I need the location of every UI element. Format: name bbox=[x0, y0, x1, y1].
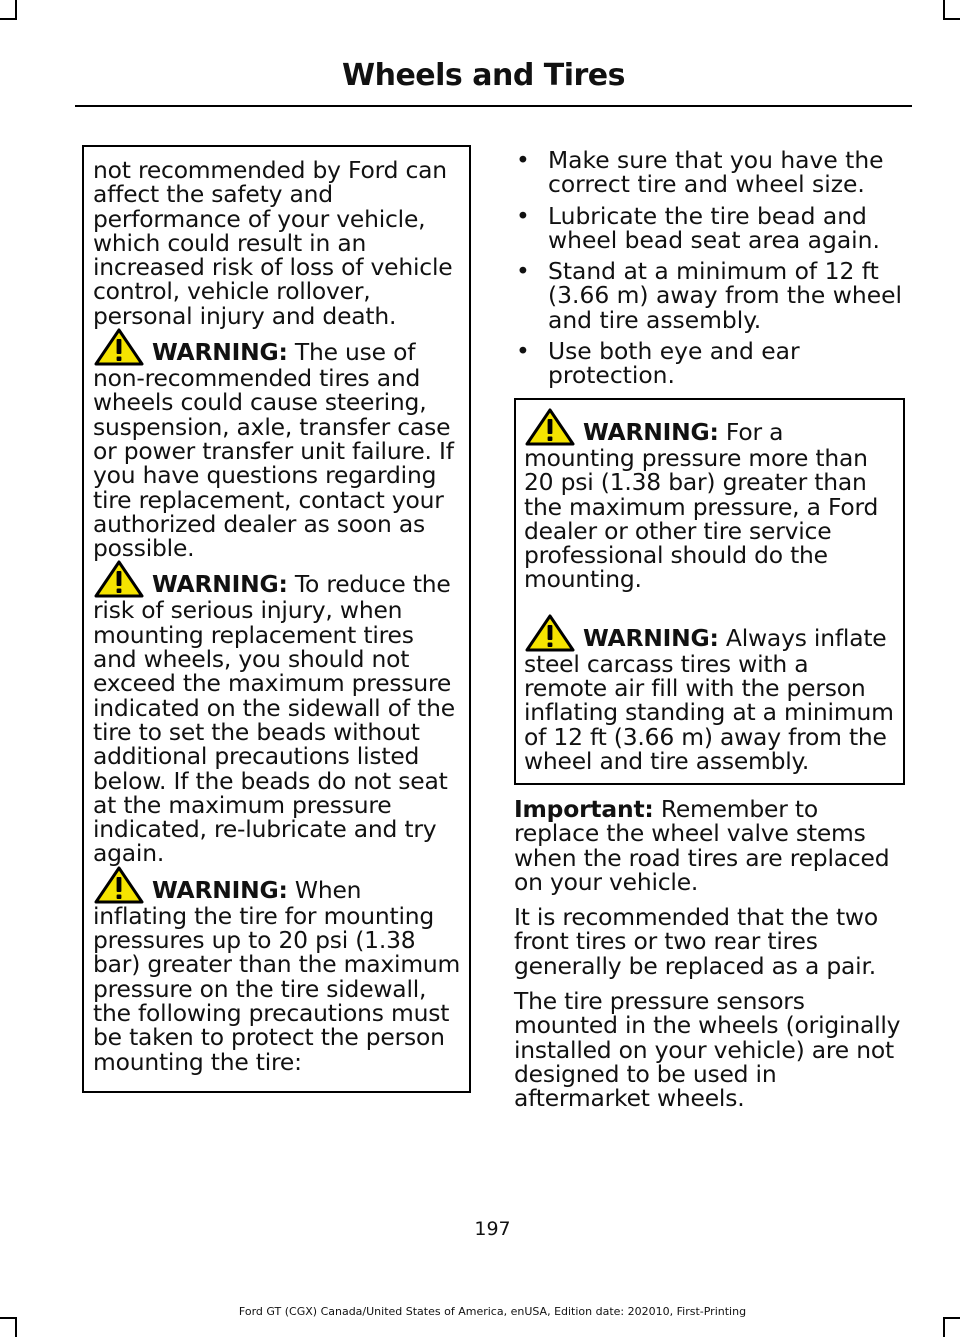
warning-block bbox=[93, 866, 461, 1074]
list-item bbox=[514, 339, 906, 388]
crop-mark bbox=[943, 1317, 945, 1337]
bullet-glyph: • bbox=[516, 257, 530, 286]
warning-triangle-icon bbox=[94, 866, 144, 904]
warning-label: WARNING: bbox=[583, 623, 719, 652]
bullet-glyph: • bbox=[516, 337, 530, 366]
right-warning-box bbox=[514, 398, 905, 785]
list-item bbox=[514, 201, 906, 254]
warning-triangle-icon bbox=[94, 560, 144, 598]
warning-label: WARNING: bbox=[152, 875, 288, 904]
crop-mark bbox=[0, 18, 17, 20]
footer-text: Ford GT (CGX) Canada/United States of America, enUSA, Edition date: 202010, First-Printing bbox=[238, 1305, 747, 1318]
right-body-text bbox=[514, 797, 909, 1122]
left-warning-box bbox=[82, 145, 471, 1093]
important-label: Important: bbox=[514, 795, 654, 823]
warning-block bbox=[524, 614, 897, 773]
body-paragraph: It is recommended that the two front tires or two rear tires generally be replaced as a pair. bbox=[514, 903, 878, 980]
crop-mark bbox=[15, 0, 17, 20]
header-divider bbox=[75, 105, 912, 107]
warning-block bbox=[524, 408, 897, 592]
page-title: Wheels and Tires bbox=[342, 58, 625, 93]
list-item bbox=[514, 259, 906, 332]
crop-mark bbox=[943, 18, 960, 20]
intro-paragraph: not recommended by Ford can affect the safety and performance of your vehicle, which could result in an increased risk of loss of vehicle control, vehicle rollover, personal injury and death. bbox=[93, 156, 453, 330]
bullet-glyph: • bbox=[516, 201, 530, 230]
warning-triangle-icon bbox=[94, 328, 144, 366]
warning-text: The use of non-recommended tires and wheels could cause steering, suspension, axle, transfer case or power transfer unit failure. If you have questions regarding tire replacement, contact your authorized dealer as soon as possible. bbox=[93, 338, 454, 563]
warning-label: WARNING: bbox=[152, 570, 288, 599]
warning-text: When inflating the tire for mounting pressures up to 20 psi (1.38 bar) greater than the maximum pressure on the tire sidewall, the following precautions must be taken to protect the person mounting the tire: bbox=[93, 875, 461, 1076]
warning-text: Always inflate steel carcass tires with a remote air fill with the person inflating standing at a minimum of 12 ft (3.66 m) away from the wheel and tire assembly. bbox=[524, 623, 894, 775]
warning-block bbox=[93, 328, 461, 563]
precaution-list-section bbox=[514, 148, 906, 395]
warning-text: To reduce the risk of serious injury, when mounting replacement tires and wheels, you should not exceed the maximum pressure indicated on the sidewall of the tire to set the beads without additional precautions listed below. If the beads do not seat at the maximum pressure indicated, re-lubricate and try again. bbox=[93, 570, 455, 868]
crop-mark bbox=[943, 0, 945, 20]
warning-triangle-icon bbox=[525, 408, 575, 446]
list-item-text: Stand at a minimum of 12 ft (3.66 m) away from the wheel and tire assembly. bbox=[548, 257, 902, 334]
list-item bbox=[514, 148, 906, 197]
body-paragraph: The tire pressure sensors mounted in the wheels (originally installed on your vehicle) are not designed to be used in aftermarket wheels. bbox=[514, 987, 901, 1113]
warning-label: WARNING: bbox=[583, 418, 719, 446]
warning-text: For a mounting pressure more than 20 psi (1.38 bar) greater than the maximum pressure, a Ford dealer or other tire service professional should do the mounting. bbox=[524, 418, 879, 594]
page-number: 197 bbox=[474, 1218, 511, 1240]
warning-triangle-icon bbox=[525, 614, 575, 652]
list-item-text: Use both eye and ear protection. bbox=[548, 337, 800, 390]
list-item-text: Make sure that you have the correct tire and wheel size. bbox=[548, 146, 884, 199]
list-item-text: Lubricate the tire bead and wheel bead seat area again. bbox=[548, 201, 880, 254]
important-text: Remember to replace the wheel valve stems when the road tires are replaced on your vehicle. bbox=[514, 795, 890, 896]
important-note bbox=[514, 797, 909, 894]
crop-mark bbox=[15, 1317, 17, 1337]
warning-block bbox=[93, 560, 461, 868]
warning-label: WARNING: bbox=[152, 338, 288, 367]
bullet-glyph: • bbox=[516, 146, 530, 174]
precaution-list bbox=[514, 148, 906, 388]
